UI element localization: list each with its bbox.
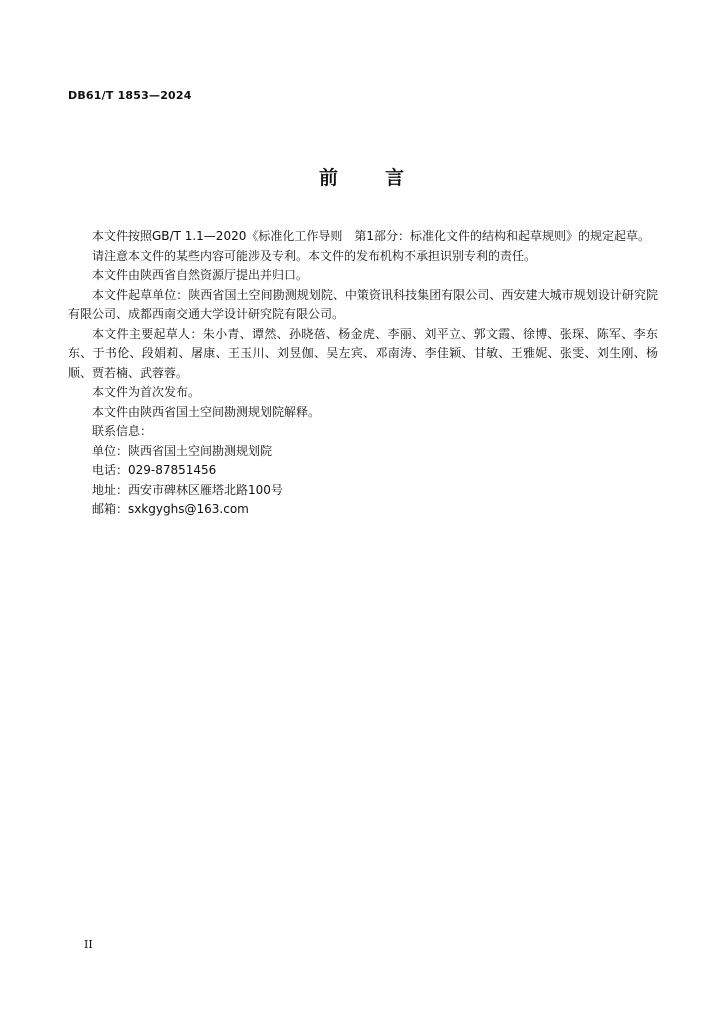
paragraph-interpretation: 本文件由陕西省国土空间勘测规划院解释。 xyxy=(92,404,321,419)
paragraph-contact-email: 邮箱：sxkgyghs@163.com xyxy=(92,502,249,516)
title-char-1: 前 xyxy=(318,167,339,189)
paragraph-contact-heading: 联系信息： xyxy=(92,424,153,438)
paragraph-proposer: 本文件由陕西省自然资源厅提出并归口。 xyxy=(92,268,309,282)
paragraph-drafting-units: 本文件起草单位：陕西省国土空间勘测规划院、中策资讯科技集团有限公司、西安建大城市规划设计研究院有限公司、成都西南交通大学设计研究院有限公司。 xyxy=(68,287,658,321)
paragraph-drafters: 本文件主要起草人：朱小青、谭然、孙晓蓓、杨金虎、李丽、刘平立、郭文霞、徐博、张琛、陈军、李东东、于书伦、段娟莉、屠康、王玉川、刘昱伽、吴左宾、邓南涛、李佳颖、甘敏、王雅妮、张雯、刘生刚、杨顺、贾若楠、武蓉蓉。 xyxy=(68,326,658,380)
paragraph-contact-address: 地址：西安市碑林区雁塔北路100号 xyxy=(92,482,283,497)
paragraph-patent-notice: 请注意本文件的某些内容可能涉及专利。本文件的发布机构不承担识别专利的责任。 xyxy=(92,248,537,263)
page-title xyxy=(0,163,724,190)
paragraph-first-release: 本文件为首次发布。 xyxy=(92,385,201,399)
paragraph-drafting-basis: 本文件按照GB/T 1.1—2020《标准化工作导则 第1部分：标准化文件的结构和起草规则》的规定起草。 xyxy=(92,229,650,243)
title-char-2: 言 xyxy=(385,167,406,189)
standard-code: DB61/T 1853—2024 xyxy=(68,89,192,102)
preface-body xyxy=(68,227,658,520)
page-number: II xyxy=(84,938,93,951)
paragraph-contact-phone: 电话：029-87851456 xyxy=(92,463,217,477)
paragraph-contact-unit: 单位：陕西省国土空间勘测规划院 xyxy=(92,443,273,458)
